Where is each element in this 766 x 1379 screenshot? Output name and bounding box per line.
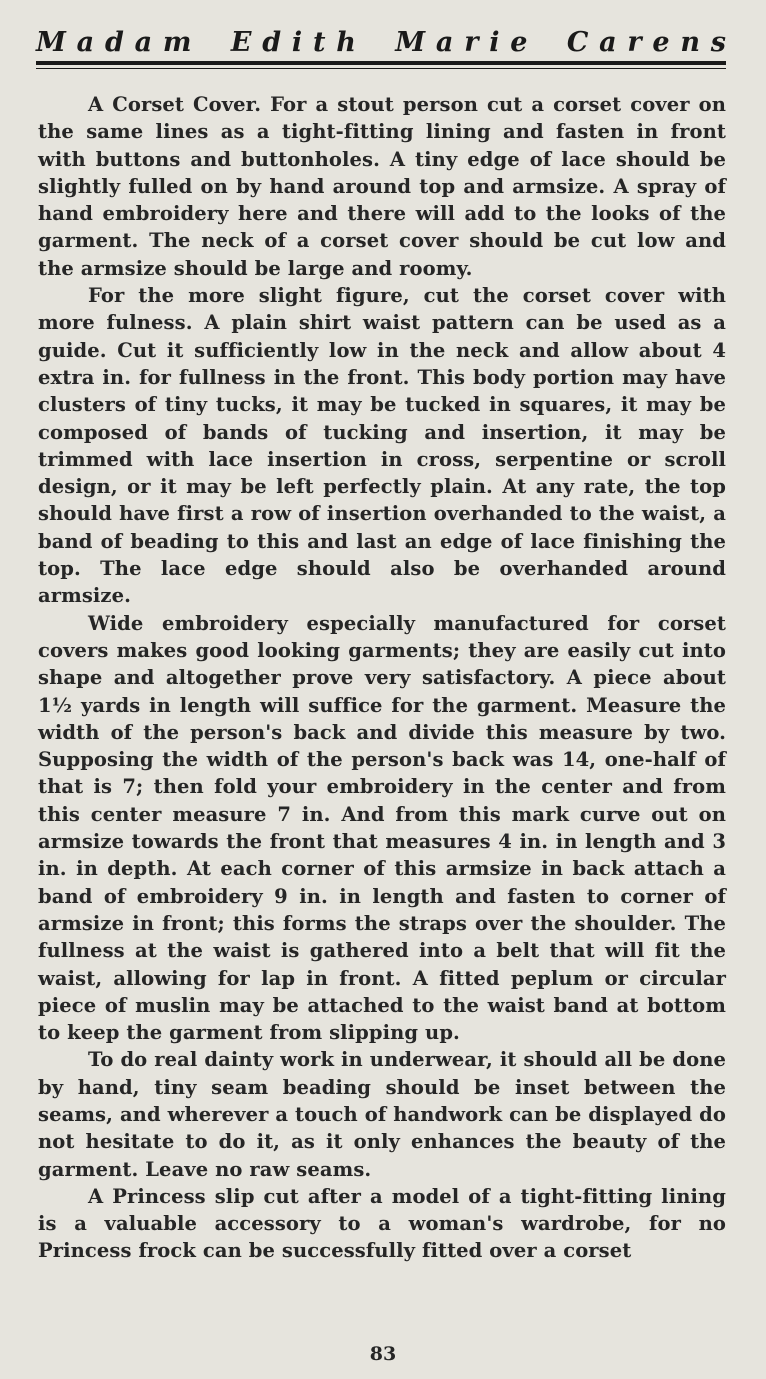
paragraph-princess-slip: A Princess slip cut after a model of a tight-fitting lining is a valuable accessory to a woman's wardrobe, for no Princess frock can be successfully fitted over a corset [38, 1184, 726, 1263]
page-number: 83 [369, 1343, 397, 1365]
header-rule-thin [36, 68, 726, 69]
running-head-word: C a r e n s [566, 27, 726, 58]
paragraph-corset-cover: A Corset Cover. For a stout person cut a corset cover on the same lines as a tight-fitting lining and fasten in front with buttons and buttonholes. A tiny edge of lace should be slightly fulled on by hand around top and armsize. A spray of hand embroidery here and there will add to the looks of the garment. The neck of a corset cover should be cut low and the armsize should be large and roomy. [38, 93, 726, 280]
running-head-word: M a d a m [36, 27, 192, 58]
paragraph-slight-figure: For the more slight figure, cut the corset cover with more fulness. A plain shirt waist pattern can be used as a guide. Cut it sufficiently low in the neck and allow about 4 extra in. for fullness in the front. This body portion may have clusters of tiny tucks, it may be tucked in squares, it may be composed of bands of tucking and insertion, it may be trimmed with lace insertion in cross, serpentine or scroll design, or it may be left perfectly plain. At any rate, the top should have first a row of insertion overhanded to the waist, a band of beading to this and last an edge of lace finishing the top. The lace edge should also be overhanded around armsize. [38, 284, 726, 608]
running-head-word: E d i t h [230, 27, 356, 58]
body-text [38, 91, 726, 1265]
running-head-word: M a r i e [395, 27, 528, 58]
paragraph-dainty-work: To do real dainty work in underwear, it should all be done by hand, tiny seam beading should be inset between the seams, and wherever a touch of handwork can be displayed do not hesitate to do it, as it only enhances the beauty of the garment. Leave no raw seams. [38, 1048, 726, 1181]
header-rule-thick [36, 61, 726, 65]
paragraph-wide-embroidery: Wide embroidery especially manufactured for corset covers makes good looking garments; they are easily cut into shape and altogether prove very satisfactory. A piece about 1½ yards in length will suffice for the garment. Measure the width of the person's back and divide this measure by two. Supposing the width of the person's back was 14, one-half of that is 7; then fold your embroidery in the center and from this center measure 7 in. And from this mark curve out on armsize towards the front that measures 4 in. in length and 3 in. in depth. At each corner of this armsize in back attach a band of embroidery 9 in. in length and fasten to corner of armsize in front; this forms the straps over the shoulder. The fullness at the waist is gathered into a belt that will fit the waist, allowing for lap in front. A fitted peplum or circular piece of muslin may be attached to the waist band at bottom to keep the garment from slipping up. [38, 611, 726, 1045]
running-head [36, 22, 726, 58]
